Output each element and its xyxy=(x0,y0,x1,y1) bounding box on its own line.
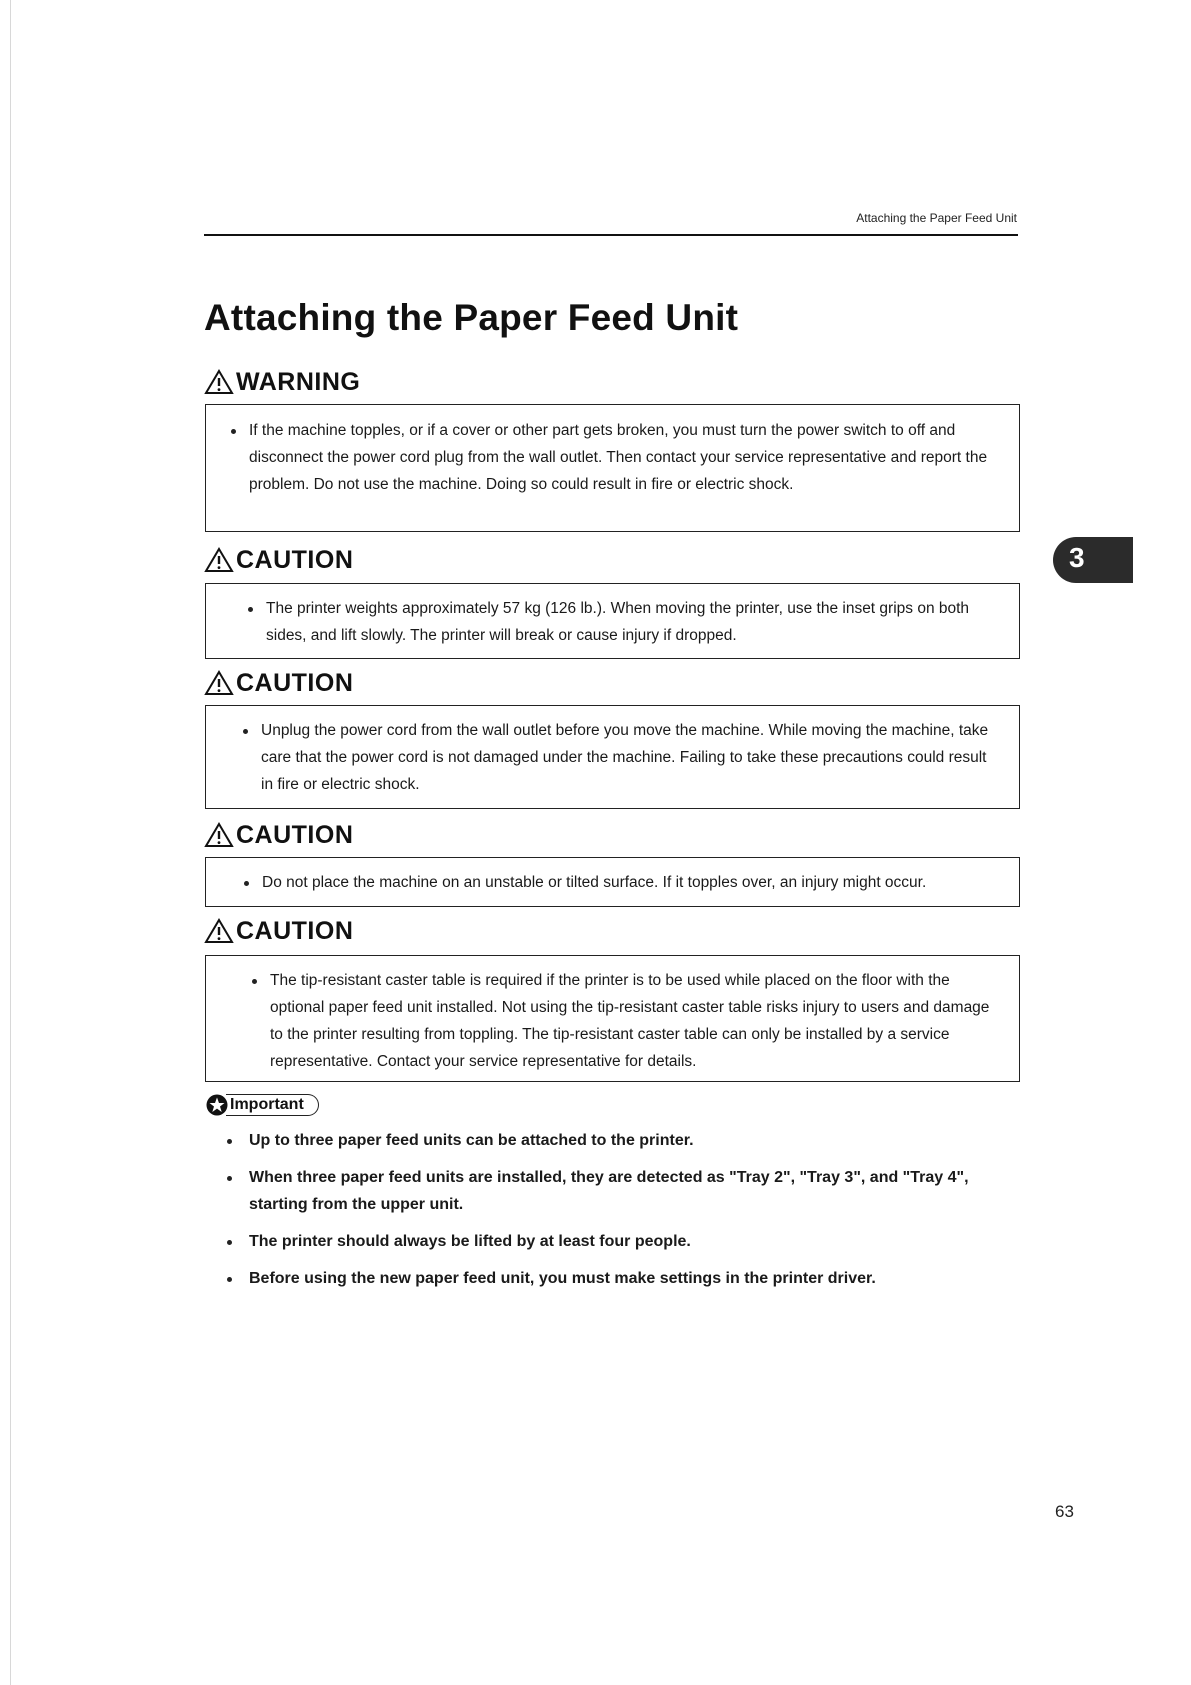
warning-triangle-icon xyxy=(204,369,234,395)
caution-item: Unplug the power cord from the wall outlet before you move the machine. While moving the machine, take care that the power cord is not damaged under the machine. Failing to take these precautions could result in fire or electric shock. xyxy=(261,717,999,798)
warning-triangle-icon xyxy=(204,822,234,848)
caution-heading-text: CAUTION xyxy=(236,668,354,697)
chapter-tab xyxy=(1053,537,1133,583)
important-star-icon xyxy=(206,1094,228,1116)
important-item: The printer should always be lifted by at least four people. xyxy=(224,1228,1024,1255)
running-header: Attaching the Paper Feed Unit xyxy=(856,211,1017,225)
warning-triangle-icon xyxy=(204,547,234,573)
chapter-number: 3 xyxy=(1069,542,1085,573)
caution-heading xyxy=(204,543,353,577)
caution-heading-text: CAUTION xyxy=(236,545,354,574)
caution-box xyxy=(205,583,1020,659)
caution-box xyxy=(205,705,1020,809)
caution-box xyxy=(205,857,1020,907)
warning-heading xyxy=(204,365,360,399)
important-list xyxy=(224,1127,1024,1302)
warning-box xyxy=(205,404,1020,532)
warning-triangle-icon xyxy=(204,918,234,944)
caution-heading xyxy=(204,666,353,700)
caution-heading xyxy=(204,818,353,852)
important-item: Before using the new paper feed unit, you must make settings in the printer driver. xyxy=(224,1265,1024,1292)
important-label xyxy=(206,1092,319,1118)
important-item: When three paper feed units are installed, they are detected as "Tray 2", "Tray 3", and "Tray 4", starting from the upper unit. xyxy=(224,1164,1024,1218)
caution-heading-text: CAUTION xyxy=(236,820,354,849)
page-edge xyxy=(10,0,11,1685)
header-rule xyxy=(204,234,1018,236)
caution-heading-text: CAUTION xyxy=(236,916,354,945)
warning-triangle-icon xyxy=(204,670,234,696)
warning-item: If the machine topples, or if a cover or other part gets broken, you must turn the power switch to off and disconnect the power cord plug from the wall outlet. Then contact your service representative and report the problem. Do not use the machine. Doing so could result in fire or electric shock. xyxy=(249,417,999,498)
page-title: Attaching the Paper Feed Unit xyxy=(204,297,739,338)
page-number: 63 xyxy=(1055,1502,1074,1521)
caution-item: The tip-resistant caster table is required if the printer is to be used while placed on the floor with the optional paper feed unit installed. Not using the tip-resistant caster table risks injury to users and damage to the printer resulting from toppling. The tip-resistant caster table can only be installed by a service representative. Contact your service representative for details. xyxy=(270,967,1005,1075)
important-label-text: Important xyxy=(226,1094,319,1116)
caution-item: The printer weights approximately 57 kg (126 lb.). When moving the printer, use the inset grips on both sides, and lift slowly. The printer will break or cause injury if dropped. xyxy=(266,595,1009,649)
caution-box xyxy=(205,955,1020,1082)
important-item: Up to three paper feed units can be attached to the printer. xyxy=(224,1127,1024,1154)
warning-heading-text: WARNING xyxy=(236,367,361,396)
caution-heading xyxy=(204,914,353,948)
caution-item: Do not place the machine on an unstable or tilted surface. If it topples over, an injury might occur. xyxy=(262,869,1011,896)
